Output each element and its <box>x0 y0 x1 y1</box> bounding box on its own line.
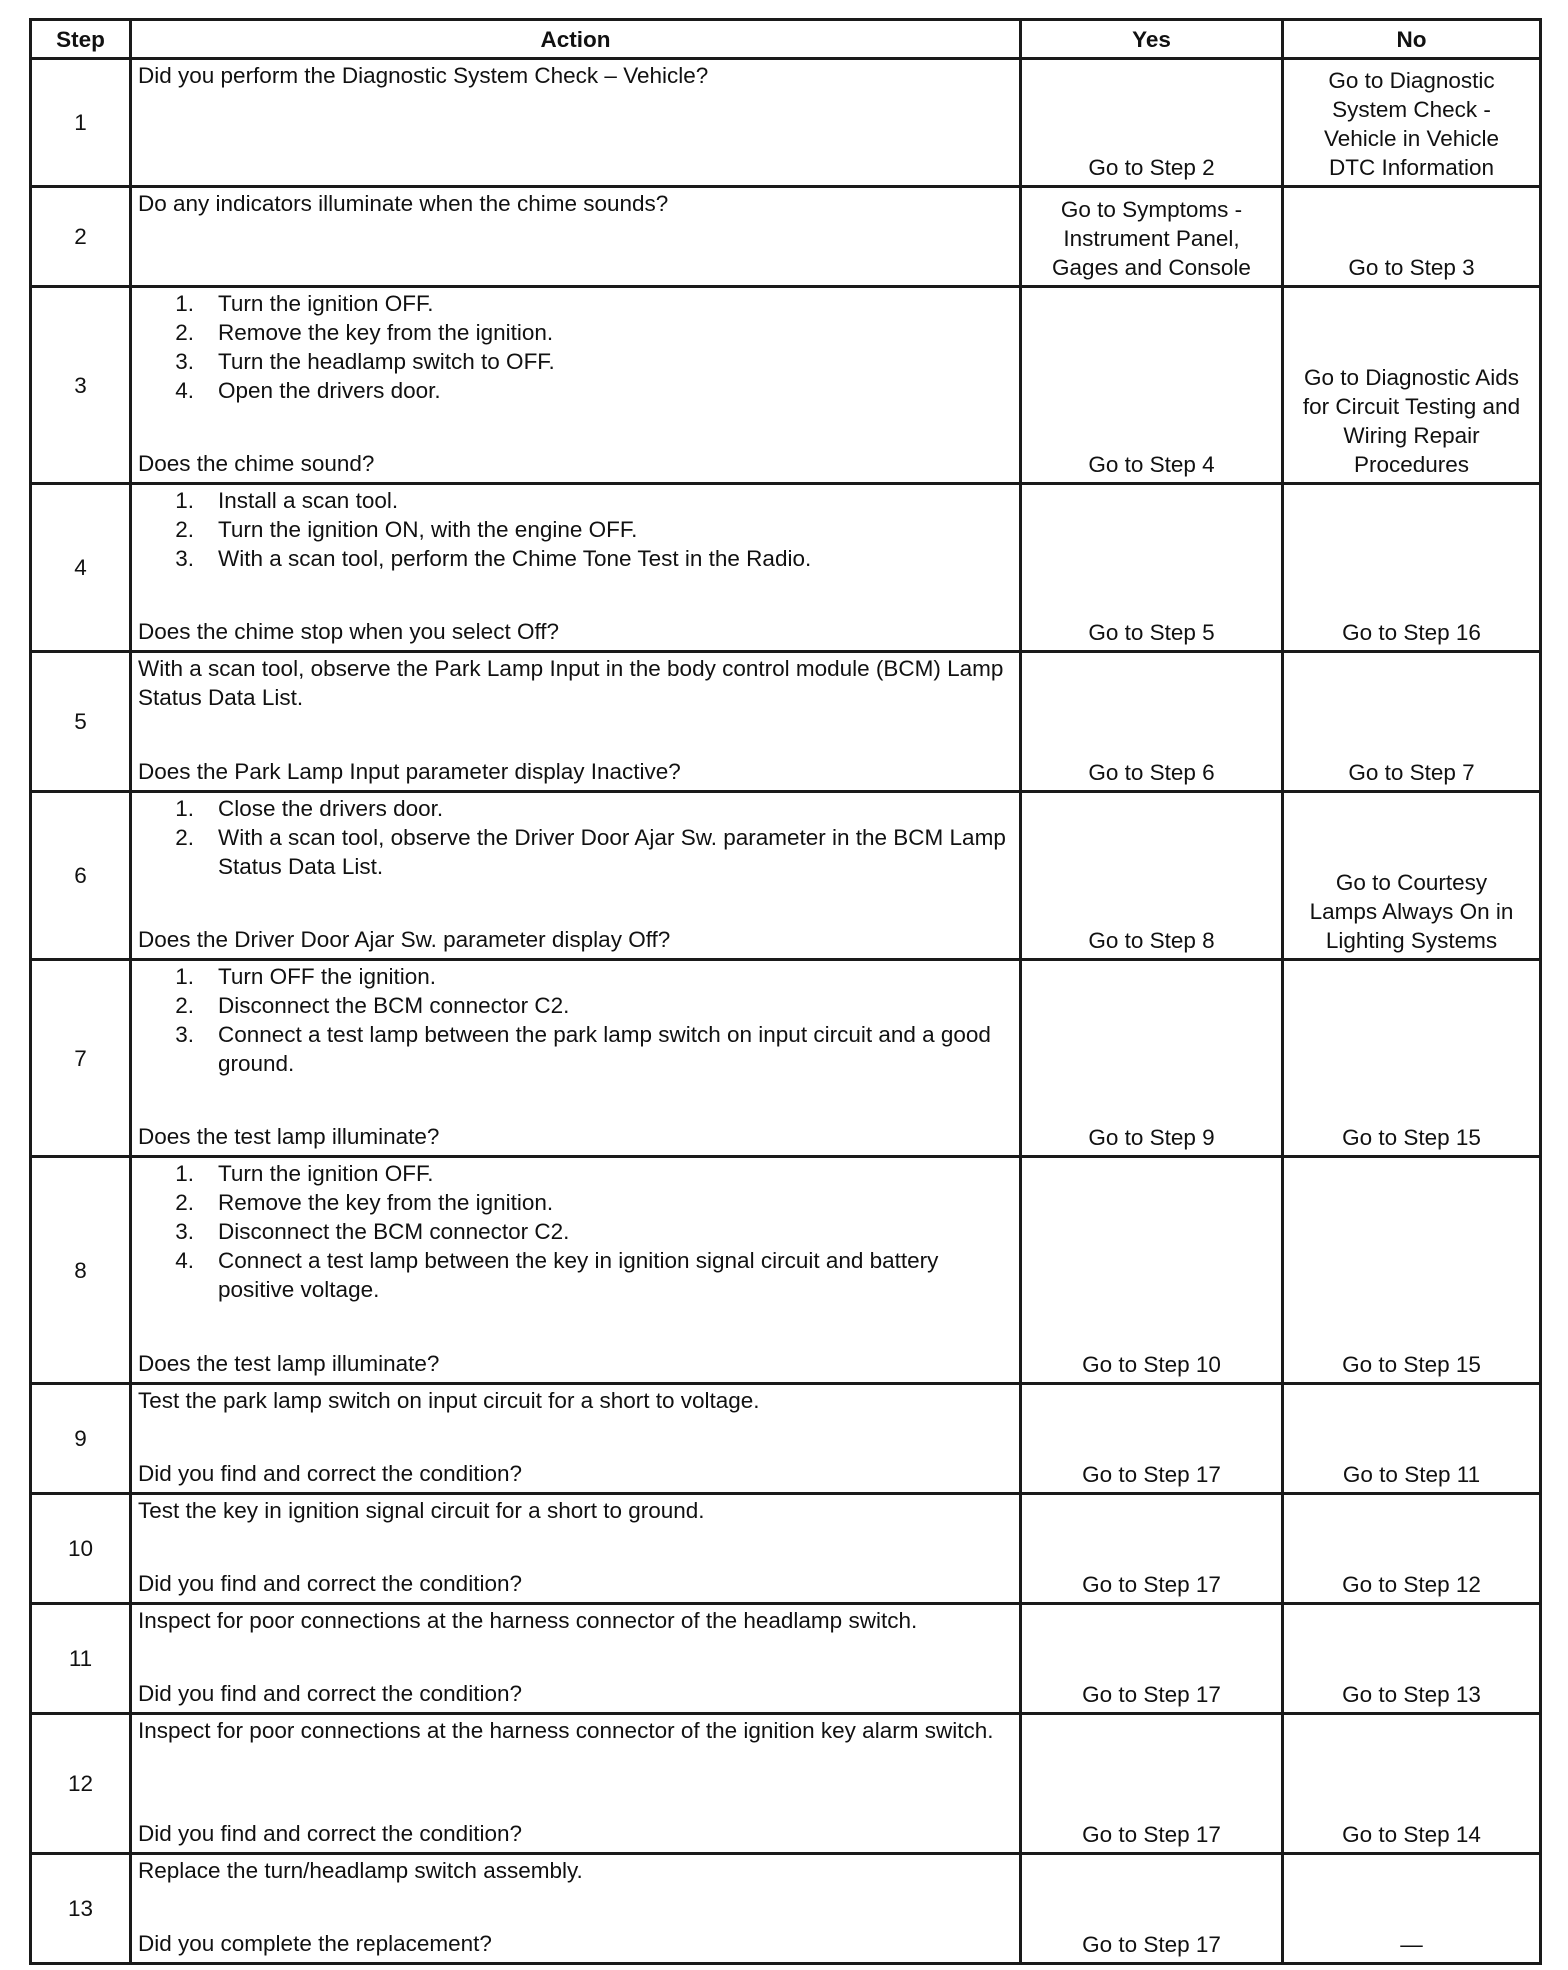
action-body <box>138 654 1019 712</box>
list-item-text: Turn the headlamp switch to OFF. <box>218 349 555 374</box>
action-cell <box>131 187 1021 287</box>
yes-result-line: Go to Step 6 <box>1088 760 1215 785</box>
list-item-number: 3. <box>175 349 194 374</box>
action-body <box>138 1716 1019 1745</box>
no-result-line: Go to Diagnostic Aids <box>1303 365 1520 390</box>
list-item-text: Turn the ignition OFF. <box>218 291 434 316</box>
step-number: 8 <box>31 1157 131 1384</box>
list-item-text: Remove the key from the ignition. <box>218 1190 554 1215</box>
list-item-text: With a scan tool, observe the Driver Door Ajar Sw. parameter in the BCM Lamp Status Data List. <box>218 825 1006 879</box>
table-row <box>31 59 1541 187</box>
action-text: Inspect for poor connections at the harness connector of the ignition key alarm switch. <box>138 1718 994 1743</box>
list-item-text: Turn OFF the ignition. <box>218 964 437 989</box>
action-body <box>138 61 1019 90</box>
action-cell <box>131 484 1021 652</box>
action-question: Did you find and correct the condition? <box>138 1571 522 1596</box>
list-item-text: Disconnect the BCM connector C2. <box>218 993 570 1018</box>
list-item-number: 3. <box>175 546 194 571</box>
action-text: Did you perform the Diagnostic System Check – Vehicle? <box>138 63 709 88</box>
list-item-number: 2. <box>175 320 194 345</box>
action-question: Did you find and correct the condition? <box>138 1461 522 1486</box>
action-question: Does the Park Lamp Input parameter display Inactive? <box>138 759 681 784</box>
no-result <box>1283 960 1541 1157</box>
list-item-number: 2. <box>175 825 194 850</box>
no-result <box>1283 1604 1541 1714</box>
no-result <box>1283 792 1541 960</box>
action-text: Test the park lamp switch on input circuit for a short to voltage. <box>138 1388 760 1413</box>
list-item-text: Connect a test lamp between the park lamp switch on input circuit and a good ground. <box>218 1022 991 1076</box>
yes-result <box>1021 1157 1283 1384</box>
yes-result <box>1021 1714 1283 1854</box>
no-result-line: Go to Step 16 <box>1342 620 1481 645</box>
list-item-number: 4. <box>175 378 194 403</box>
no-result <box>1283 187 1541 287</box>
list-item-text: With a scan tool, perform the Chime Tone Test in the Radio. <box>218 546 812 571</box>
no-result <box>1283 652 1541 792</box>
list-item-number: 2. <box>175 993 194 1018</box>
yes-result <box>1021 484 1283 652</box>
action-body <box>138 1386 1019 1415</box>
table-row <box>31 1157 1541 1384</box>
list-item-number: 1. <box>175 796 194 821</box>
no-result-line: Go to Step 14 <box>1342 1822 1481 1847</box>
action-cell <box>131 1854 1021 1964</box>
table-row <box>31 1714 1541 1854</box>
action-cell <box>131 287 1021 484</box>
table-row <box>31 792 1541 960</box>
header-step: Step <box>31 20 131 59</box>
action-steps-list <box>138 794 1019 881</box>
action-body <box>138 962 1019 1078</box>
no-result <box>1283 1157 1541 1384</box>
no-result-line: Go to Step 7 <box>1348 760 1475 785</box>
no-result-line: Wiring Repair <box>1343 423 1480 448</box>
step-number: 3 <box>31 287 131 484</box>
no-result-line: for Circuit Testing and <box>1302 394 1521 419</box>
list-item-text: Close the drivers door. <box>218 796 444 821</box>
step-number: 2 <box>31 187 131 287</box>
list-item-number: 1. <box>175 1161 194 1186</box>
list-item <box>138 318 1019 347</box>
no-result-line: Go to Step 12 <box>1342 1572 1481 1597</box>
yes-result-line: Go to Symptoms - <box>1060 197 1243 222</box>
no-result-line: Go to Courtesy <box>1335 870 1488 895</box>
action-steps-list <box>138 1159 1019 1304</box>
list-item-number: 4. <box>175 1248 194 1273</box>
action-question: Did you find and correct the condition? <box>138 1681 522 1706</box>
no-result-line: Go to Step 15 <box>1342 1125 1481 1150</box>
list-item-text: Open the drivers door. <box>218 378 441 403</box>
no-result-line: Go to Diagnostic <box>1328 68 1495 93</box>
header-row <box>31 20 1541 59</box>
action-body <box>138 486 1019 573</box>
action-question: Did you find and correct the condition? <box>138 1821 522 1846</box>
table-row <box>31 960 1541 1157</box>
no-result <box>1283 1854 1541 1964</box>
step-number: 10 <box>31 1494 131 1604</box>
yes-result-line: Go to Step 10 <box>1082 1352 1221 1377</box>
list-item-text: Disconnect the BCM connector C2. <box>218 1219 570 1244</box>
list-item-text: Install a scan tool. <box>218 488 399 513</box>
action-question: Does the test lamp illuminate? <box>138 1351 440 1376</box>
step-number: 7 <box>31 960 131 1157</box>
action-question: Does the chime sound? <box>138 451 375 476</box>
no-result-line: — <box>1400 1932 1423 1957</box>
yes-result <box>1021 59 1283 187</box>
list-item <box>138 515 1019 544</box>
action-cell <box>131 960 1021 1157</box>
list-item-number: 2. <box>175 1190 194 1215</box>
table-row <box>31 1604 1541 1714</box>
action-text: With a scan tool, observe the Park Lamp Input in the body control module (BCM) Lamp Status Data List. <box>138 656 1004 710</box>
no-result-line: Go to Step 11 <box>1342 1462 1481 1487</box>
yes-result <box>1021 792 1283 960</box>
table-row <box>31 1494 1541 1604</box>
header-no: No <box>1283 20 1541 59</box>
yes-result-line: Go to Step 5 <box>1088 620 1215 645</box>
action-question: Does the test lamp illuminate? <box>138 1124 440 1149</box>
step-number: 4 <box>31 484 131 652</box>
list-item-number: 3. <box>175 1219 194 1244</box>
action-question: Does the Driver Door Ajar Sw. parameter display Off? <box>138 927 671 952</box>
action-question: Does the chime stop when you select Off? <box>138 619 560 644</box>
action-text: Inspect for poor connections at the harness connector of the headlamp switch. <box>138 1608 918 1633</box>
list-item <box>138 1159 1019 1188</box>
step-number: 5 <box>31 652 131 792</box>
yes-result <box>1021 1384 1283 1494</box>
list-item <box>138 544 1019 573</box>
yes-result-line: Go to Step 4 <box>1088 452 1215 477</box>
list-item-number: 1. <box>175 488 194 513</box>
list-item <box>138 1246 1019 1304</box>
action-cell <box>131 1384 1021 1494</box>
table-row <box>31 187 1541 287</box>
list-item <box>138 1188 1019 1217</box>
list-item-number: 1. <box>175 291 194 316</box>
list-item <box>138 289 1019 318</box>
action-cell <box>131 652 1021 792</box>
yes-result <box>1021 1604 1283 1714</box>
no-result <box>1283 1494 1541 1604</box>
step-number: 9 <box>31 1384 131 1494</box>
yes-result-line: Instrument Panel, <box>1063 226 1240 251</box>
action-body <box>138 289 1019 405</box>
action-text: Test the key in ignition signal circuit for a short to ground. <box>138 1498 705 1523</box>
header-action: Action <box>131 20 1021 59</box>
action-body <box>138 794 1019 881</box>
no-result-line: Vehicle in Vehicle <box>1323 126 1500 151</box>
action-cell <box>131 59 1021 187</box>
action-cell <box>131 1157 1021 1384</box>
yes-result-line: Go to Step 17 <box>1082 1462 1221 1487</box>
action-steps-list <box>138 486 1019 573</box>
step-number: 12 <box>31 1714 131 1854</box>
table-row <box>31 652 1541 792</box>
no-result-line: DTC Information <box>1328 155 1495 180</box>
list-item <box>138 794 1019 823</box>
action-body <box>138 1159 1019 1304</box>
no-result <box>1283 484 1541 652</box>
action-cell <box>131 792 1021 960</box>
list-item <box>138 486 1019 515</box>
yes-result <box>1021 1854 1283 1964</box>
list-item-text: Remove the key from the ignition. <box>218 320 554 345</box>
yes-result-line: Go to Step 17 <box>1082 1822 1221 1847</box>
step-number: 13 <box>31 1854 131 1964</box>
step-number: 1 <box>31 59 131 187</box>
list-item-text: Turn the ignition OFF. <box>218 1161 434 1186</box>
no-result-line: Procedures <box>1353 452 1470 477</box>
yes-result <box>1021 1494 1283 1604</box>
list-item <box>138 991 1019 1020</box>
action-body <box>138 1856 1019 1885</box>
list-item <box>138 376 1019 405</box>
no-result-line: Lamps Always On in <box>1309 899 1514 924</box>
no-result <box>1283 1714 1541 1854</box>
no-result <box>1283 59 1541 187</box>
action-text: Replace the turn/headlamp switch assembly. <box>138 1858 583 1883</box>
list-item-number: 3. <box>175 1022 194 1047</box>
action-body <box>138 1496 1019 1525</box>
header-yes: Yes <box>1021 20 1283 59</box>
no-result-line: System Check - <box>1332 97 1491 122</box>
action-body <box>138 1606 1019 1635</box>
yes-result-line: Gages and Console <box>1052 255 1251 280</box>
list-item <box>138 347 1019 376</box>
action-body <box>138 189 1019 218</box>
list-item-number: 2. <box>175 517 194 542</box>
action-cell <box>131 1494 1021 1604</box>
list-item-text: Connect a test lamp between the key in ignition signal circuit and battery positive voltage. <box>218 1248 939 1302</box>
table-row <box>31 1854 1541 1964</box>
action-steps-list <box>138 962 1019 1078</box>
list-item <box>138 962 1019 991</box>
yes-result <box>1021 960 1283 1157</box>
no-result <box>1283 287 1541 484</box>
no-result-line: Go to Step 13 <box>1342 1682 1481 1707</box>
table-row <box>31 287 1541 484</box>
no-result-line: Go to Step 3 <box>1348 255 1475 280</box>
yes-result-line: Go to Step 2 <box>1088 155 1215 180</box>
list-item-text: Turn the ignition ON, with the engine OFF. <box>218 517 638 542</box>
list-item <box>138 823 1019 881</box>
yes-result-line: Go to Step 8 <box>1088 928 1215 953</box>
step-number: 11 <box>31 1604 131 1714</box>
no-result-line: Lighting Systems <box>1325 928 1498 953</box>
table-row <box>31 484 1541 652</box>
list-item <box>138 1020 1019 1078</box>
action-steps-list <box>138 289 1019 405</box>
yes-result <box>1021 652 1283 792</box>
yes-result-line: Go to Step 17 <box>1082 1572 1221 1597</box>
list-item <box>138 1217 1019 1246</box>
yes-result-line: Go to Step 17 <box>1082 1932 1221 1957</box>
action-text: Do any indicators illuminate when the chime sounds? <box>138 191 669 216</box>
action-question: Did you complete the replacement? <box>138 1931 492 1956</box>
yes-result <box>1021 187 1283 287</box>
table-row <box>31 1384 1541 1494</box>
yes-result-line: Go to Step 9 <box>1088 1125 1215 1150</box>
step-number: 6 <box>31 792 131 960</box>
yes-result-line: Go to Step 17 <box>1082 1682 1221 1707</box>
action-cell <box>131 1714 1021 1854</box>
action-cell <box>131 1604 1021 1714</box>
no-result <box>1283 1384 1541 1494</box>
list-item-number: 1. <box>175 964 194 989</box>
no-result-line: Go to Step 15 <box>1342 1352 1481 1377</box>
yes-result <box>1021 287 1283 484</box>
diagnostic-table <box>29 18 1542 1965</box>
